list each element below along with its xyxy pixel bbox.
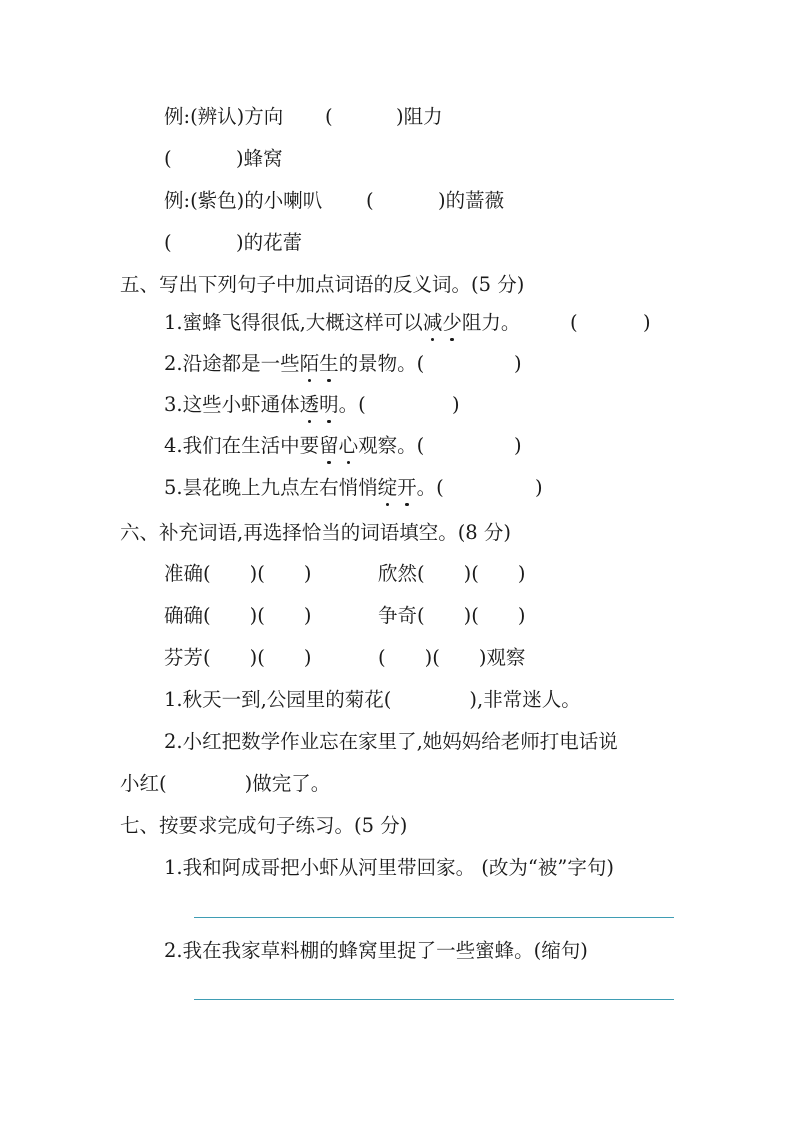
s5-q5-answer-close[interactable]: ): [535, 476, 543, 499]
s5-q2-text-after: 的景物。(: [338, 352, 425, 375]
s5-q2-text-before: 2.沿途都是一些: [164, 352, 300, 375]
s5-q4-dotted-char-1: 留: [319, 434, 339, 457]
section-7-heading: 七、按要求完成句子练习。(5 分): [120, 814, 408, 837]
s5-question-1: [164, 310, 520, 336]
s7-question-2: 2.我在我家草料棚的蜂窝里捉了一些蜜蜂。(缩句): [164, 939, 588, 962]
s7-q1-answer-line[interactable]: [194, 917, 674, 918]
s5-q3-dotted-char-1: 透: [299, 393, 320, 416]
s5-q5-dotted-char-1: 绽: [377, 476, 398, 499]
s6-question-2-line-2[interactable]: 小红( )做完了。: [120, 772, 331, 795]
s5-q4-text-before: 4.我们在生活中要: [164, 434, 320, 457]
example-1b-answer-open[interactable]: (: [164, 147, 172, 170]
s5-q1-text-before: 1.蜜蜂飞得很低,大概这样可以: [164, 311, 423, 334]
s5-q2-answer-close[interactable]: ): [514, 352, 522, 375]
s5-q5-dotted-char-2: 开: [397, 476, 417, 499]
s5-q3-dotted-char-2: 明: [319, 393, 339, 416]
s6-question-1[interactable]: 1.秋天一到,公园里的菊花( ),非常迷人。: [164, 688, 581, 711]
s5-q3-text-after: 。(: [338, 393, 366, 416]
example-2-answer-open[interactable]: (: [366, 189, 374, 212]
s5-q5-text-after: 。(: [416, 476, 444, 499]
s6-word-fill-1[interactable]: 准确( )( ): [164, 562, 312, 585]
s7-question-1: 1.我和阿成哥把小虾从河里带回家。 (改为“被”字句): [164, 856, 614, 879]
example-2-left: 例:(紫色)的小喇叭: [164, 189, 323, 212]
example-1b-answer-close: )蜂窝: [236, 147, 283, 170]
s5-question-3: [164, 392, 366, 418]
s5-q3-answer-close[interactable]: ): [452, 393, 460, 416]
s7-q2-answer-line[interactable]: [194, 999, 674, 1000]
s6-word-fill-4[interactable]: 争奇( )( ): [378, 604, 526, 627]
s5-question-5: [164, 475, 444, 501]
s5-q4-text-after: 观察。(: [358, 434, 425, 457]
s5-q2-dotted-char-2: 生: [319, 352, 339, 375]
example-1-answer-close: )阻力: [396, 105, 443, 128]
example-2-answer-close: )的蔷薇: [438, 189, 505, 212]
section-6-heading: 六、补充词语,再选择恰当的词语填空。(8 分): [120, 521, 512, 544]
s5-q3-text-before: 3.这些小虾通体: [164, 393, 300, 416]
s6-word-fill-3[interactable]: 确确( )( ): [164, 604, 312, 627]
s6-word-fill-2[interactable]: 欣然( )( ): [378, 562, 526, 585]
s5-question-4: [164, 433, 424, 459]
s6-word-fill-6[interactable]: ( )( )观察: [378, 646, 526, 669]
example-1-answer-open[interactable]: (: [325, 105, 333, 128]
s5-q1-answer-open[interactable]: (: [570, 311, 578, 334]
s6-question-2-line-1: 2.小红把数学作业忘在家里了,她妈妈给老师打电话说: [164, 730, 618, 753]
s5-q4-dotted-char-2: 心: [338, 434, 359, 457]
s5-q4-answer-close[interactable]: ): [514, 434, 522, 457]
s5-q5-text-before: 5.昙花晚上九点左右悄悄: [164, 476, 378, 499]
example-1-left: 例:(辨认)方向: [164, 105, 284, 128]
s5-q1-dotted-char-1: 减: [422, 311, 443, 334]
s5-q2-dotted-char-1: 陌: [299, 352, 320, 375]
s6-word-fill-5[interactable]: 芬芳( )( ): [164, 646, 312, 669]
example-2b-answer-close: )的花蕾: [236, 231, 303, 254]
s5-question-2: [164, 351, 424, 377]
s5-q1-answer-close: ): [643, 311, 651, 334]
example-2b-answer-open[interactable]: (: [164, 231, 172, 254]
s5-q1-dotted-char-2: 少: [442, 311, 462, 334]
section-5-heading: 五、写出下列句子中加点词语的反义词。(5 分): [120, 273, 525, 296]
s5-q1-text-after: 阻力。: [461, 311, 521, 334]
